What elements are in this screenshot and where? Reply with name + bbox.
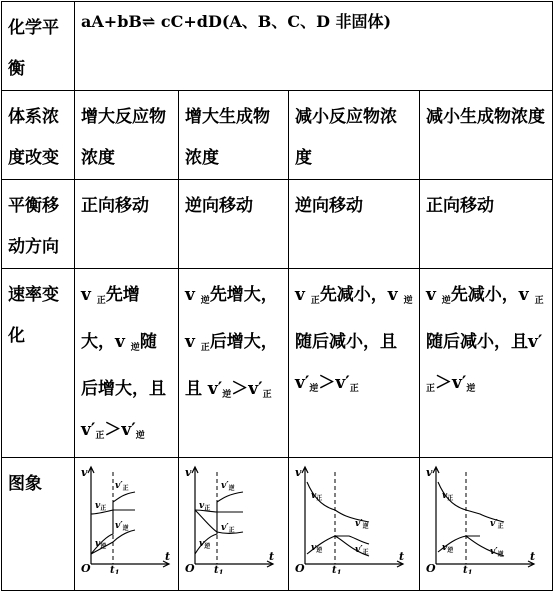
shift-cell: 逆向移动 [289,180,420,269]
curve-label: $v_正$ [199,501,211,512]
curve-label: $v'_逆$ [355,519,369,530]
curve-label: $v'_正$ [115,481,129,492]
curve-label: $v'_逆$ [221,481,235,492]
rate-cell: v $_正$先减小，v $_逆$随后减小，且 $v'_逆>v'_正$ [289,269,420,458]
curve-label: $v_正$ [442,491,454,502]
curve-label: $v_逆$ [95,539,107,550]
rate-curve [307,482,369,522]
reaction-equation: aA+bB⇌ cC+dD(A、B、C、D 非固体) [75,2,553,91]
row-label-shift: 平衡移动方向 [2,180,75,269]
origin-label: O [185,562,195,574]
origin-label: O [295,562,305,574]
shift-cell: 逆向移动 [179,180,289,269]
concentration-row [2,91,553,180]
t1-label: $t_1$ [332,565,342,574]
rate-cell: v $_逆$先减小，v $_正$随后减小，且$v'_正>v'_逆$ [420,269,553,458]
curve-label: $v_逆$ [442,543,454,554]
header-label: 化学平衡 [2,2,75,91]
curve-label: $v_正$ [95,501,107,512]
header-row [2,2,553,91]
v-axis-label: v [426,466,433,479]
shift-row [2,180,553,269]
rate-curve [438,482,504,522]
curve-label: $v'_正$ [221,523,235,534]
concentration-cell: 减小反应物浓度 [289,91,420,180]
curve-label: $v_逆$ [199,539,211,550]
graph-row [2,458,553,591]
rate-graph-cell [289,458,420,591]
shift-cell: 正向移动 [420,180,553,269]
t1-label: $t_1$ [463,565,473,574]
rate-curve [195,510,243,534]
rate-row [2,269,553,458]
t-axis-label: t [269,550,275,563]
origin-label: O [426,562,436,574]
rate-cell: v $_正$先增大，v $_逆$随后增大，且 $v'_正>v'_逆$ [75,269,179,458]
concentration-cell: 增大反应物浓度 [75,91,179,180]
equilibrium-table [1,1,553,591]
shift-cell: 正向移动 [75,180,179,269]
curve-label: $v'_逆$ [490,547,504,558]
curve-label: $v'_逆$ [115,521,129,532]
rate-time-graph [77,462,175,574]
rate-graph-cell [420,458,553,591]
row-label-concentration: 体系浓度改变 [2,91,75,180]
t1-label: $t_1$ [110,565,120,574]
concentration-cell: 减小生成物浓度 [420,91,553,180]
v-axis-label: v [295,466,302,479]
row-label-rate: 速率变化 [2,269,75,458]
curve-label: $v'_正$ [490,519,504,530]
t-axis-label: t [399,550,405,563]
rate-cell: v $_逆$先增大，v $_正$后增大，且 $v'_逆>v'_正$ [179,269,289,458]
t-axis-label: t [165,550,171,563]
curve-label: $v'_正$ [355,545,369,556]
rate-time-graph [291,462,409,574]
curve-label: $v_逆$ [311,543,323,554]
v-axis-label: v [81,466,88,479]
origin-label: O [81,562,91,574]
rate-graph-cell [179,458,289,591]
v-axis-label: v [185,466,192,479]
rate-time-graph [422,462,540,574]
concentration-cell: 增大生成物浓度 [179,91,289,180]
t-axis-label: t [530,550,536,563]
row-label-graph: 图象 [2,458,75,591]
t1-label: $t_1$ [214,565,224,574]
curve-label: $v_正$ [311,491,323,502]
rate-time-graph [181,462,279,574]
rate-graph-cell [75,458,179,591]
